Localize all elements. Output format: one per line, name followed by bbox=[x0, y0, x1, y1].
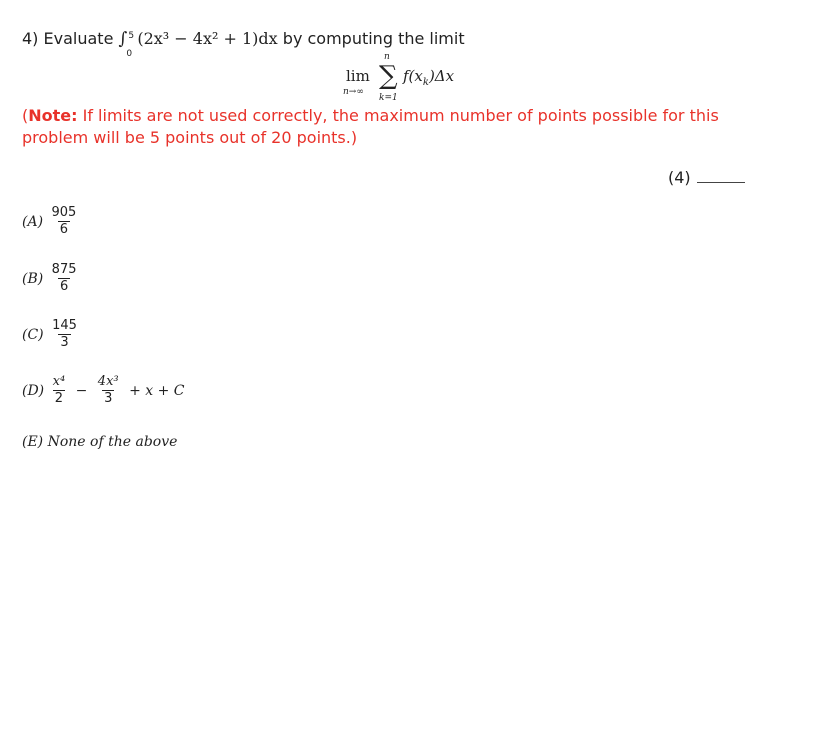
integral-upper-limit: 5 bbox=[128, 30, 135, 41]
choice-label: (A) bbox=[22, 213, 44, 230]
question-prompt bbox=[22, 28, 465, 59]
choice-c[interactable] bbox=[22, 318, 81, 351]
integral-lower-limit: 0 bbox=[126, 48, 133, 59]
numerator: 145 bbox=[52, 318, 77, 333]
riemann-limit-expression bbox=[343, 52, 483, 110]
numerator: 905 bbox=[51, 205, 77, 220]
choice-label: (E) bbox=[22, 434, 44, 450]
sum-upper-bound: n bbox=[384, 52, 390, 62]
choice-b[interactable] bbox=[22, 262, 81, 295]
choice-a[interactable] bbox=[22, 205, 80, 238]
answer-blank[interactable] bbox=[697, 182, 745, 183]
lim-word: lim bbox=[346, 67, 370, 85]
denominator: 6 bbox=[59, 279, 69, 294]
note-label: Note: bbox=[28, 106, 78, 125]
sum-lower-bound: k=1 bbox=[379, 93, 398, 103]
fraction bbox=[50, 205, 79, 238]
question-number: 4) bbox=[22, 29, 39, 48]
choice-e[interactable] bbox=[22, 434, 177, 450]
choice-label: (C) bbox=[22, 326, 44, 343]
choice-label: (D) bbox=[22, 382, 45, 399]
answer-slot bbox=[668, 168, 745, 187]
grading-note bbox=[22, 105, 782, 149]
integral-limits bbox=[126, 30, 137, 59]
integrand: (2x³ − 4x² + 1)dx bbox=[137, 29, 278, 48]
numerator: 875 bbox=[51, 262, 77, 277]
sum-term bbox=[403, 67, 454, 88]
choice-d[interactable] bbox=[22, 374, 187, 407]
sigma-icon: ∑ bbox=[379, 61, 398, 91]
numerator: 4x³ bbox=[97, 374, 119, 389]
term-suffix: )Δx bbox=[428, 67, 455, 85]
term-subscript: k bbox=[422, 77, 429, 88]
term-prefix: f(x bbox=[403, 67, 423, 85]
denominator: 2 bbox=[54, 391, 64, 406]
choice-label: (B) bbox=[22, 270, 44, 287]
minus-sign: − bbox=[75, 382, 88, 399]
tail-expression: + x + C bbox=[129, 382, 185, 399]
answer-slot-label: (4) bbox=[668, 168, 691, 187]
denominator: 3 bbox=[60, 335, 69, 350]
denominator: 3 bbox=[104, 391, 113, 406]
fraction bbox=[96, 374, 121, 407]
question-verb: Evaluate bbox=[43, 29, 114, 48]
fraction bbox=[50, 262, 79, 295]
note-text: If limits are not used correctly, the maximum number of points possible for this problem will be 5 points out of 20 points.) bbox=[22, 106, 719, 147]
denominator: 6 bbox=[59, 222, 69, 237]
note-open-paren: ( bbox=[22, 106, 29, 125]
numerator: x⁴ bbox=[52, 374, 66, 389]
choice-text: None of the above bbox=[47, 434, 178, 450]
fraction bbox=[51, 374, 68, 407]
lim-subscript: n→∞ bbox=[343, 87, 364, 97]
fraction bbox=[50, 318, 79, 351]
question-trailing-text: by computing the limit bbox=[282, 29, 465, 48]
integral-sign: ∫ bbox=[118, 29, 128, 49]
